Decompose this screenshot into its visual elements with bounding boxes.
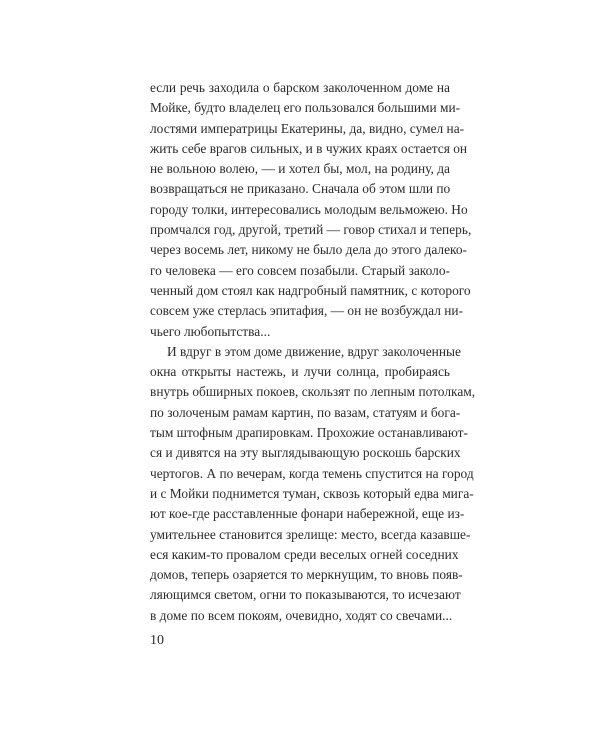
text-line: ся и дивятся на эту выглядывающую роскошь барских — [150, 445, 461, 461]
text-line: городу толки, интересовались молодым вельможею. Но — [150, 201, 468, 217]
text-line: И вдруг в этом доме движение, вдруг заколоченные — [167, 343, 461, 359]
text-line: через восемь лет, никому не было дела до этого далеко- — [150, 242, 468, 258]
text-line: го человека — его совсем позабыли. Старый заколо- — [150, 262, 450, 278]
text-line: внутрь обширных покоев, скользят по лепным потолкам, — [150, 384, 476, 400]
text-line: ляющимся светом, огни то показываются, то исчезают — [150, 587, 461, 603]
text-line: домов, теперь озаряется то меркнущим, то вновь появ- — [150, 567, 463, 583]
text-line: возвращаться не приказано. Сначала об этом шли по — [150, 181, 451, 197]
text-line: по золоченым рамам картин, по вазам, статуям и бога- — [150, 404, 461, 420]
text-line: тым штофным драпировкам. Прохожие останавливают- — [150, 425, 468, 441]
paragraph-1 — [150, 78, 472, 342]
text-line: еся каким-то провалом среди веселых огней соседних — [150, 546, 459, 562]
text-line: лостями императрицы Екатерины, да, видно, сумел на- — [150, 120, 465, 136]
text-line: Мойке, будто владелец его пользовался большими ми- — [150, 100, 461, 116]
text-line: ченный дом стоял как надгробный памятник, с которого — [150, 282, 471, 298]
text-line: промчался год, другой, третий — говор стихал и теперь, — [150, 222, 472, 238]
text-line: жить себе врагов сильных, и в чужих краях остается он — [150, 140, 468, 156]
text-line: окна открыты настежь, и лучи солнца, пробираясь — [150, 364, 450, 380]
text-line: если речь заходила о барском заколоченном доме на — [150, 80, 450, 95]
text-line: совсем уже стерлась эпитафия, — он не возбуждал ни- — [150, 303, 464, 319]
text-line: и с Мойки поднимется туман, сквозь который едва мига- — [150, 485, 474, 501]
text-line: в доме по всем покоям, очевидно, ходят со свечами... — [150, 607, 453, 623]
paragraph-2 — [150, 342, 476, 626]
text-line: чьего любопытства... — [150, 323, 271, 339]
text-line: умительнее становится зрелище: место, всегда казавше- — [150, 526, 471, 542]
text-line: ют кое-где расставленные фонари набережной, еще из- — [150, 506, 465, 522]
page-number: 10 — [150, 633, 164, 648]
body-text — [150, 78, 476, 626]
text-line: чертогов. А по вечерам, когда темень спустится на город — [150, 465, 474, 481]
text-line: не вольною волею, — и хотел бы, мол, на родину, да — [150, 161, 450, 177]
